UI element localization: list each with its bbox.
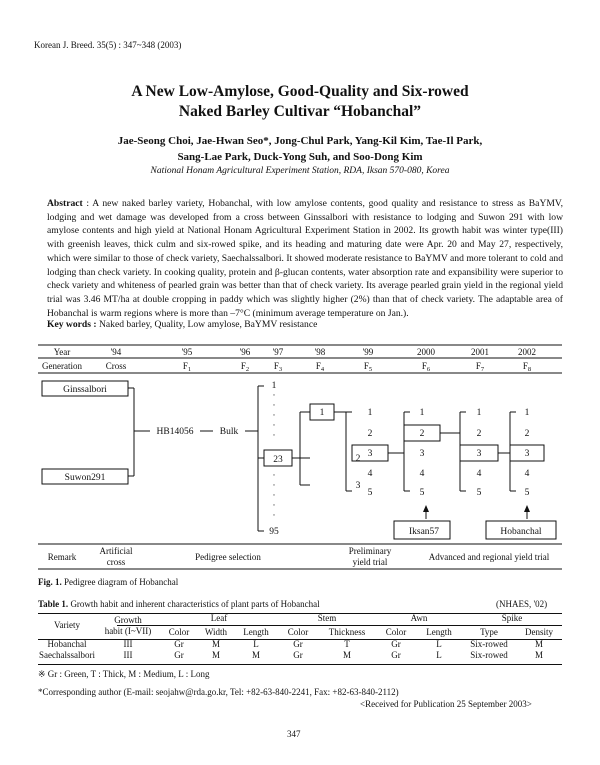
generation-subscript: 5 [368,366,373,373]
f3-dot: · [272,480,276,490]
f5-line-number: 2 [367,429,373,439]
table-cell: III [123,650,133,660]
year-cell: '99 [362,347,374,357]
article-title-line2: Naked Barley Cultivar “Hobanchal” [178,103,422,120]
parent-ginssalbori: Ginssalbori [63,385,107,395]
f5-line-number: 1 [367,408,373,418]
generation-label: Generation [42,361,82,371]
f3-dot: · [272,390,276,400]
f3-dot: · [272,500,276,510]
year-cell: '94 [110,347,122,357]
table-cell: L [253,639,259,649]
generation-cell [422,361,431,373]
page-number: 347 [287,729,301,739]
table-cell: M [534,639,543,649]
table-cell: M [342,650,351,660]
table-cell: L [436,650,442,660]
table-cell: Gr [293,650,303,660]
generation-symbol: Cross [105,361,127,371]
subheader-cell: Width [204,626,228,637]
generation-cell [274,361,282,373]
f8-line-number: 1 [524,408,530,418]
generation-cell [364,361,372,373]
f3-first-line: 1 [271,381,277,391]
subheader-cell: Length [426,626,452,637]
generation-symbol: F [363,361,369,371]
f4-line-number: 1 [319,408,325,418]
corresponding-author: *Corresponding author (E-mail: seojahw@rda.go.kr, Tel: +82-63-840-2241, Fax: +82-63-840-2112) [38,687,399,697]
subheader-cell: Length [243,626,269,637]
abstract [47,197,563,320]
generation-symbol: F [240,361,246,371]
subheader-cell: Color [287,626,309,637]
remark-preliminary: Preliminary [348,546,392,556]
header-stem: Stem [317,613,337,623]
year-cell: '96 [239,347,251,357]
keywords-label: Key words : [47,319,97,330]
table-caption [38,599,320,609]
keywords [47,319,317,330]
line-iksan57: Iksan57 [408,527,440,537]
received-date: <Received for Publication 25 September 2003> [360,699,532,709]
generation-subscript: 4 [320,366,325,373]
figure-caption-label: Fig. 1. [38,577,62,587]
table-cell: L [436,639,442,649]
subheader-cell: Color [385,626,407,637]
f6-line-number: 1 [419,408,425,418]
f3-dot: · [272,420,276,430]
table-row [38,650,562,661]
article-title-line1: A New Low-Amylose, Good-Quality and Six-rowed [131,83,469,100]
table-source: (NHAES, '02) [496,599,548,609]
generation-subscript: 2 [245,366,250,373]
subheader-cell: Type [480,626,498,637]
header-leaf: Leaf [210,613,228,623]
table-cell: Gr [174,639,184,649]
f3-dot: · [272,510,276,520]
f7-line-number: 1 [476,408,482,418]
f5-line-number: 4 [367,469,373,479]
generation-cell [241,361,249,373]
f4-line-number: 3 [355,481,361,491]
table-cell: M [251,650,260,660]
journal-reference: Korean J. Breed. 35(5) : 347~348 (2003) [34,40,182,50]
generation-symbol: F [421,361,427,371]
year-cell: 2001 [471,347,489,357]
table-cell: Hobanchal [47,639,87,649]
header-growth-line2: habit (I~VII) [104,625,152,636]
table-caption-label: Table 1. [38,599,69,609]
f5-line-number: 3 [367,449,373,459]
figure-caption-text: Pedigree diagram of Hobanchal [61,577,179,587]
authors-line2: Sang-Lae Park, Duck-Yong Suh, and Soo-Dong Kim [177,151,423,163]
generation-subscript: 7 [480,366,485,373]
characteristics-table [38,612,562,661]
table-cell: Gr [293,639,303,649]
f5-line-number: 5 [367,488,373,498]
f7-line-number: 5 [476,488,482,498]
table-cell: T [344,639,350,649]
remark-artificial: Artificial [99,546,133,556]
header-growth-habit [96,612,160,639]
remark-label: Remark [47,552,77,562]
cross-line-hb14056: HB14056 [156,427,194,437]
header-growth-line1: Growth [114,614,142,625]
f3-selected-line: 23 [273,455,283,465]
generation-symbol: F [475,361,481,371]
table-row [38,639,562,650]
affiliation: National Honam Agricultural Experiment Station, RDA, Iksan 570-080, Korea [150,166,450,176]
figure-caption [38,577,178,587]
year-cell: '98 [314,347,326,357]
table-footnote: ※ Gr : Green, T : Thick, M : Medium, L : Long [38,669,210,679]
generation-symbol: F [273,361,279,371]
table-cell: Gr [391,650,401,660]
f6-line-number: 2 [419,429,425,439]
f8-line-number: 2 [524,429,530,439]
keywords-text: Naked barley, Quality, Low amylose, BaYMV resistance [96,319,318,330]
table-cell: M [534,650,543,660]
remark-yield-trial: yield trial [352,557,388,567]
authors-line1: Jae-Seong Choi, Jae-Hwan Seo*, Jong-Chul Park, Yang-Kil Kim, Tae-Il Park, [117,135,483,147]
remark-advanced-regional: Advanced and regional yield trial [428,552,550,562]
table-cell: Six-rowed [470,650,508,660]
abstract-label: Abstract [47,198,83,209]
abstract-text: : A new naked barley variety, Hobanchal, with low amylose contents, good quality and resistance to stress as BaYMV, lodging and wet damage was developed from a cross between Ginssalbori with resistance to lodging and Suwon 291 with low amylose contents and high yield at National Honam Agricultural Experiment Station in 2002. Its growth habit was winter type(III) with greenish leaves, thick culm and six-rowed spike, and its heading and maturing date were Apr. 20 and May 27, respectively, which were similar to those of check variety, Saechalssalbori. It showed moderate resistance to BaYMV and more tolerant to cold and lodging than check variety. In cooking quality, protein and β-glucan contents, water absorption rate and expansibility were superior to check variety and whiteness of pearled grain was better than that of check variety. Its average pearled grain yield in the regional yield trial was 3.46 MT/ha at double cropping in paddy which was slightly higher (2%) than that of check variety. The adaptable area of Hobanchal is warm regions where is more than –7°C (minimum average temperature on Jan.). [47,198,563,319]
bulk-label: Bulk [219,427,239,437]
parent-suwon291: Suwon291 [64,473,106,483]
generation-cell [476,361,485,373]
table-cell: III [123,639,133,649]
f7-line-number: 3 [476,449,482,459]
f6-line-number: 5 [419,488,425,498]
f3-dot: · [272,430,276,440]
year-cell: '95 [181,347,193,357]
subheader-cell: Density [525,626,553,637]
f3-dot: · [272,490,276,500]
generation-cell [106,361,127,371]
table-cell: Gr [174,650,184,660]
generation-subscript: 8 [527,366,532,373]
year-label: Year [53,347,71,357]
generation-symbol: F [182,361,188,371]
remark-pedigree-selection: Pedigree selection [195,552,261,562]
f8-line-number: 4 [524,469,530,479]
f7-line-number: 4 [476,469,482,479]
f7-line-number: 2 [476,429,482,439]
f3-last-line: 95 [269,527,279,537]
generation-cell [183,361,191,373]
table-cell: M [211,639,220,649]
generation-symbol: F [522,361,528,371]
pedigree-diagram [38,341,562,571]
generation-subscript: 1 [187,366,192,373]
generation-cell [523,361,531,373]
remark-cross: cross [106,557,126,567]
f3-dot: · [272,400,276,410]
table-cell: Six-rowed [470,639,508,649]
f8-line-number: 5 [524,488,530,498]
line-hobanchal: Hobanchal [500,527,542,537]
generation-symbol: F [315,361,321,371]
header-variety: Variety [54,620,80,630]
year-cell: 2002 [518,347,536,357]
table-cell: M [211,650,220,660]
table-cell: Gr [391,639,401,649]
table-cell: Saechalssalbori [39,650,95,660]
header-awn: Awn [410,613,428,623]
f6-line-number: 3 [419,449,425,459]
year-cell: '97 [272,347,284,357]
generation-cell [316,361,325,373]
f8-line-number: 3 [524,449,530,459]
subheader-cell: Thickness [328,626,366,637]
f4-line-number: 2 [355,454,361,464]
generation-subscript: 3 [278,366,283,373]
f3-dot: · [272,410,276,420]
table-caption-text: Growth habit and inherent characteristics of plant parts of Hobanchal [68,599,320,609]
year-cell: 2000 [417,347,435,357]
f6-line-number: 4 [419,469,425,479]
subheader-cell: Color [168,626,190,637]
header-spike: Spike [501,613,523,623]
f3-dot: · [272,470,276,480]
generation-subscript: 6 [426,366,431,373]
